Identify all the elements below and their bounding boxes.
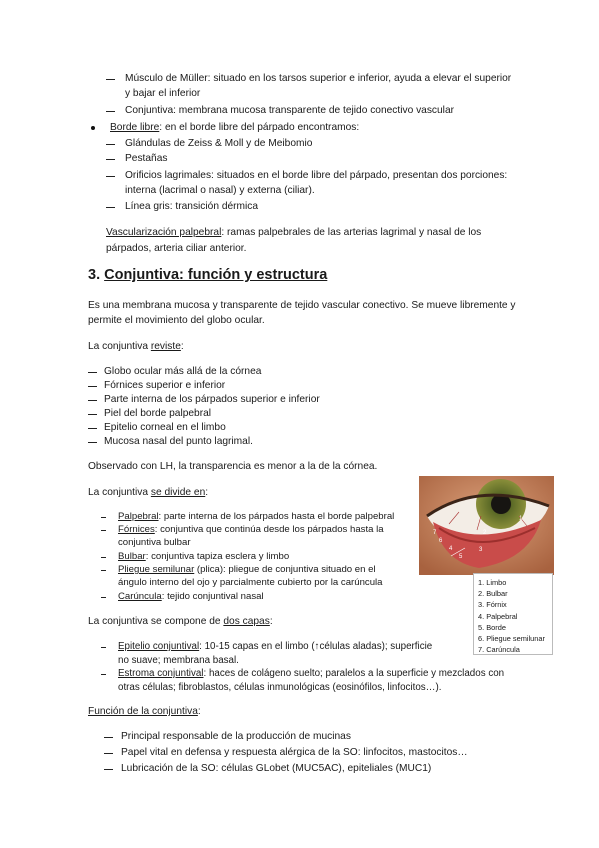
figure-legend	[473, 573, 553, 655]
list-dash	[88, 386, 97, 387]
list-item-conjuntiva: Conjuntiva: membrana mucosa transparente de tejido conectivo vascular	[125, 105, 455, 116]
legend-item: 7. Carúncula	[478, 645, 520, 655]
borde-item: Pestañas	[125, 153, 168, 164]
list-dash	[101, 674, 106, 675]
capas-item-estroma: Estroma conjuntival: haces de colágeno suelto; paralelos a la superficie y mezclados con	[118, 668, 505, 679]
divide-item-pliegue: Pliegue semilunar (plica): pliegue de conjuntiva situado en el	[118, 564, 376, 575]
list-dash	[88, 442, 97, 443]
list-dash	[106, 79, 115, 80]
list-dash	[88, 372, 97, 373]
divide-item-pliegue-cont: ángulo interno del ojo y parcialmente cubierto por la carúncula	[118, 577, 383, 588]
reviste-item: Globo ocular más allá de la córnea	[104, 366, 262, 377]
vasc-paragraph: Vascularización palpebral: ramas palpebrales de las arterias lagrimal y nasal de los	[106, 227, 482, 238]
capas-heading: La conjuntiva se compone de dos capas:	[88, 616, 273, 627]
legend-item: 6. Pliegue semilunar	[478, 634, 545, 644]
legend-item: 3. Fórnix	[478, 600, 507, 610]
figure-label-7: 7	[433, 530, 437, 536]
figure-label-5: 5	[459, 554, 463, 560]
figure-label-4: 4	[449, 546, 453, 552]
list-dash	[88, 414, 97, 415]
list-dash	[106, 111, 115, 112]
list-dash	[101, 517, 106, 518]
list-item-muller-cont: y bajar el inferior	[125, 88, 201, 99]
list-dash	[104, 753, 113, 754]
reviste-item: Piel del borde palpebral	[104, 408, 212, 419]
list-dash	[101, 570, 106, 571]
list-dash	[106, 144, 115, 145]
list-dash	[106, 207, 115, 208]
divide-item-bulbar: Bulbar: conjuntiva tapiza esclera y limbo	[118, 551, 290, 562]
list-dash	[101, 597, 106, 598]
list-dash	[88, 428, 97, 429]
borde-item: Línea gris: transición dérmica	[125, 201, 259, 212]
borde-libre-heading: Borde libre: en el borde libre del párpado encontramos:	[110, 122, 360, 133]
borde-item: Orificios lagrimales: situados en el borde libre del párpado, presentan dos porciones:	[125, 170, 508, 181]
list-dash	[106, 159, 115, 160]
reviste-item: Parte interna de los párpados superior e inferior	[104, 394, 320, 405]
legend-item: 2. Bulbar	[478, 589, 508, 599]
divide-item-caruncula: Carúncula: tejido conjuntival nasal	[118, 591, 264, 602]
funcion-item: Papel vital en defensa y respuesta alérgica de la SO: linfocitos, mastocitos…	[121, 747, 468, 758]
legend-item: 5. Borde	[478, 622, 506, 632]
figure-label-6: 6	[439, 538, 443, 544]
reviste-heading: La conjuntiva reviste:	[88, 341, 184, 352]
divide-item-fornices-cont: conjuntiva bulbar	[118, 537, 191, 548]
figure-label-1: 1	[519, 516, 523, 522]
list-dash	[106, 176, 115, 177]
capas-item-estroma-cont: otras células; fibroblastos, células inmunológicas (eosinófilos, linfocitos…).	[118, 682, 442, 693]
borde-item-cont: interna (lacrimal o nasal) y externa (ciliar).	[125, 185, 315, 196]
funcion-item: Lubricación de la SO: células GLobet (MUC5AC), epiteliales (MUC1)	[121, 763, 432, 774]
borde-item: Glándulas de Zeiss & Moll y de Meibomio	[125, 138, 313, 149]
vasc-paragraph-cont: párpados, arteria ciliar anterior.	[106, 243, 247, 254]
list-dash	[88, 400, 97, 401]
eye-figure	[419, 476, 554, 575]
figure-label-2: 2	[483, 530, 487, 536]
intro-text: Es una membrana mucosa y transparente de tejido vascular conectivo. Se mueve libremente y	[88, 300, 516, 311]
list-item-muller: Músculo de Müller: situado en los tarsos superior e inferior, ayuda a elevar el superior	[125, 73, 512, 84]
list-dash	[101, 647, 106, 648]
intro-text-cont: permite el movimiento del globo ocular.	[88, 315, 265, 326]
list-dash	[104, 737, 113, 738]
divide-item-fornices: Fórnices: conjuntiva que continúa desde los párpados hasta la	[118, 524, 384, 535]
reviste-item: Mucosa nasal del punto lagrimal.	[104, 436, 253, 447]
reviste-item: Fórnices superior e inferior	[104, 380, 226, 391]
bullet	[91, 126, 95, 130]
capas-item-epitelio-cont: no suave; membrana basal.	[118, 655, 239, 666]
list-dash	[101, 530, 106, 531]
funcion-heading: Función de la conjuntiva:	[88, 706, 201, 717]
list-dash	[104, 769, 113, 770]
divide-heading: La conjuntiva se divide en:	[88, 487, 209, 498]
observado-text: Observado con LH, la transparencia es menor a la de la córnea.	[88, 461, 378, 472]
reviste-item: Epitelio corneal en el limbo	[104, 422, 226, 433]
eye-image	[419, 476, 554, 575]
figure-label-3: 3	[479, 547, 483, 553]
funcion-item: Principal responsable de la producción de mucinas	[121, 731, 351, 742]
section-title: 3. Conjuntiva: función y estructura	[88, 267, 328, 283]
capas-item-epitelio: Epitelio conjuntival: 10-15 capas en el limbo (↑células aladas); superficie	[118, 641, 433, 652]
legend-item: 1. Limbo	[478, 578, 507, 587]
legend-item: 4. Palpebral	[478, 611, 518, 621]
list-dash	[101, 557, 106, 558]
divide-item-palpebral: Palpebral: parte interna de los párpados hasta el borde palpebral	[118, 511, 395, 522]
